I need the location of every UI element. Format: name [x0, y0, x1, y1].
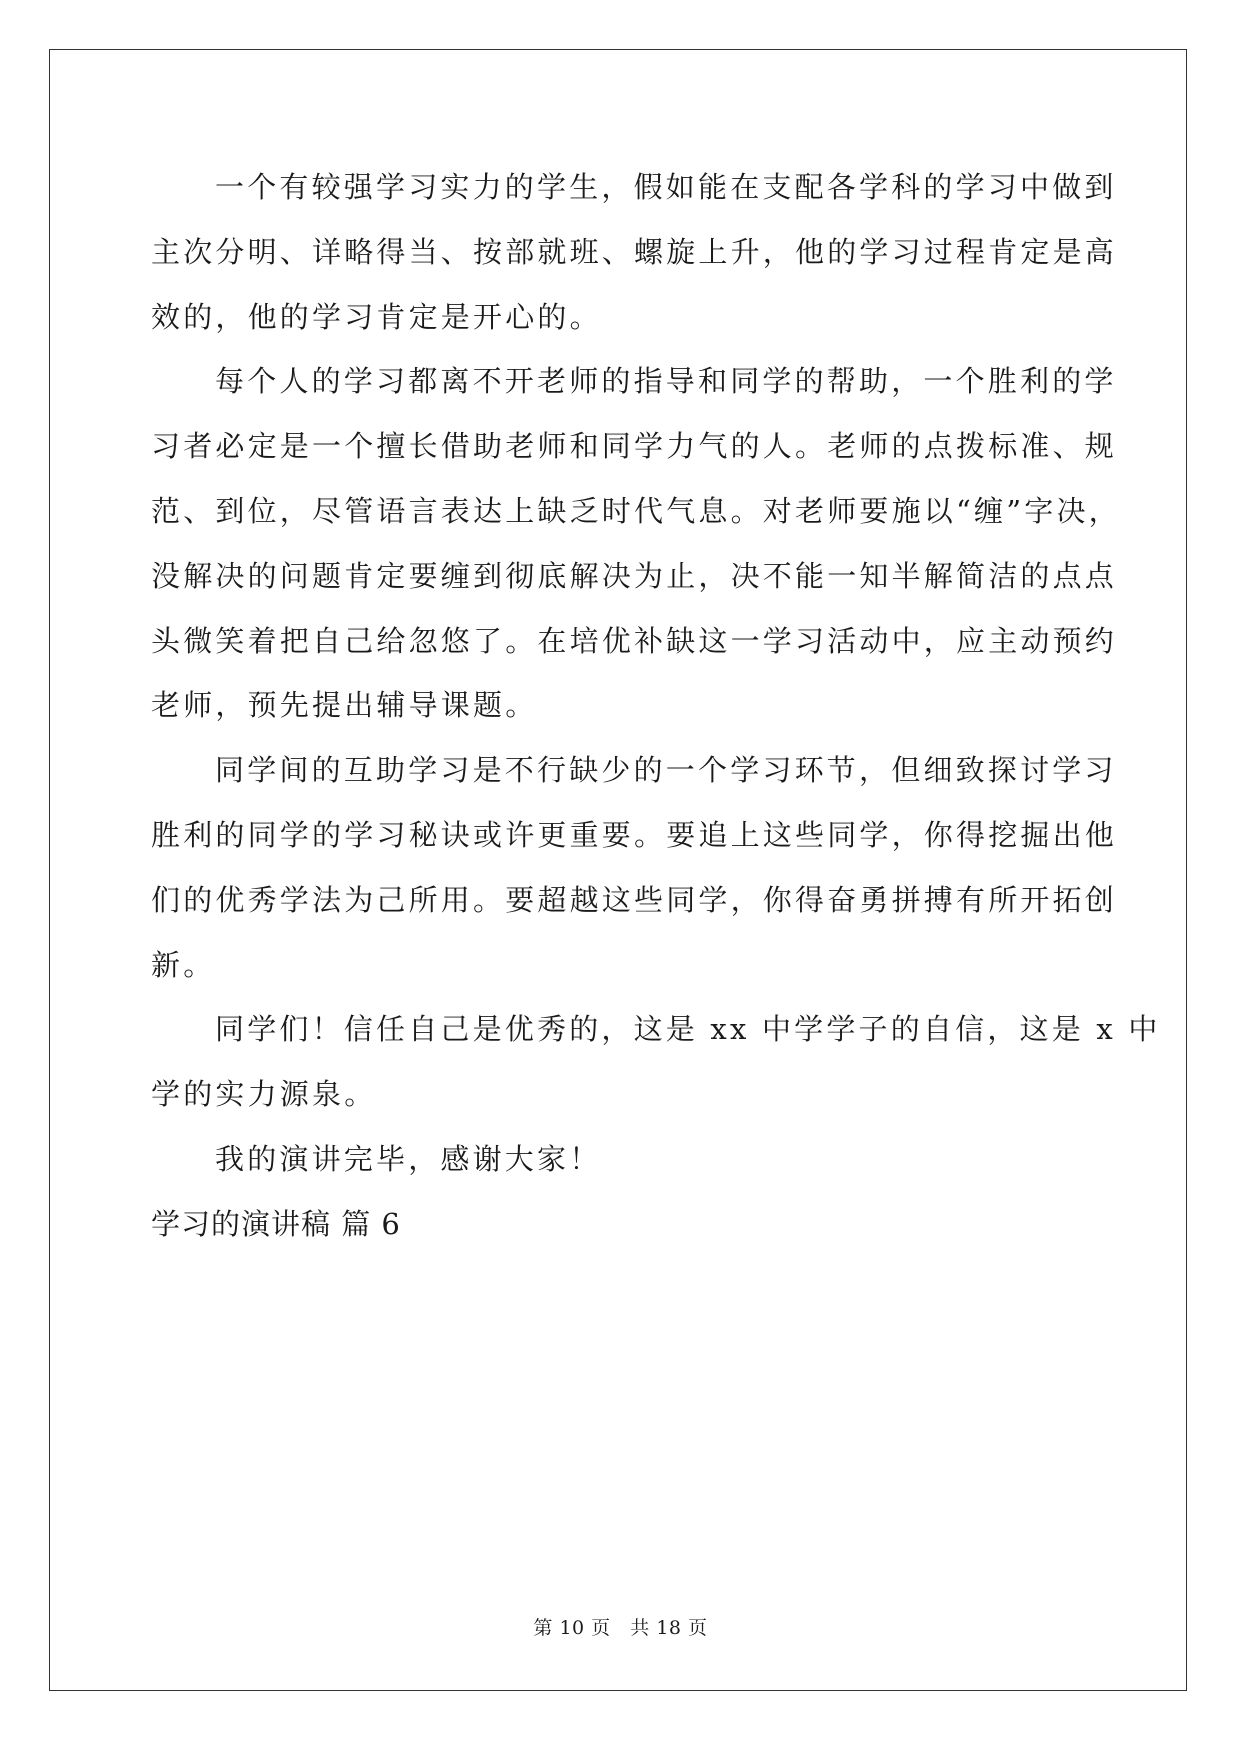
- paragraph-line: 同学们！信任自己是优秀的，这是 xx 中学学子的自信，这是 x 中: [215, 1012, 1161, 1047]
- paragraph-line: 头微笑着把自己给忽悠了。在培优补缺这一学习活动中，应主动预约: [151, 623, 1118, 658]
- paragraph-line: 一个有较强学习实力的学生，假如能在支配各学科的学习中做到: [215, 170, 1117, 204]
- paragraph-line: 新。: [151, 947, 216, 982]
- paragraph-line: 效的，他的学习肯定是开心的。: [151, 299, 602, 334]
- document-body: [151, 155, 1161, 1257]
- paragraph-line: 同学间的互助学习是不行缺少的一个学习环节，但细致探讨学习: [215, 753, 1117, 788]
- paragraph-line: 没解决的问题肯定要缠到彻底解决为止，决不能一知半解简洁的点点: [151, 558, 1118, 593]
- page-number-footer: 第 10 页 共 18 页: [533, 1617, 708, 1639]
- paragraph-line: 胜利的同学的学习秘诀或许更重要。要追上这些同学，你得挖掘出他: [151, 817, 1118, 852]
- paragraph-line: 我的演讲完毕，感谢大家！: [215, 1141, 602, 1176]
- paragraph-line: 们的优秀学法为己所用。要超越这些同学，你得奋勇拼搏有所开拓创: [151, 882, 1118, 917]
- paragraph-line: 主次分明、详略得当、按部就班、螺旋上升，他的学习过程肯定是高: [151, 234, 1118, 269]
- paragraph-line: 每个人的学习都离不开老师的指导和同学的帮助，一个胜利的学: [215, 364, 1117, 399]
- section-heading: 学习的演讲稿 篇 6: [151, 1206, 401, 1241]
- paragraph-5: [151, 1127, 1091, 1192]
- paragraph-line: 范、到位，尽管语言表达上缺乏时代气息。对老师要施以“缠”字决，: [151, 493, 1121, 528]
- paragraph-line: 老师，预先提出辅导课题。: [151, 688, 538, 723]
- paragraph-1: [151, 155, 1118, 349]
- paragraph-3: [151, 738, 1118, 997]
- paragraph-2: [151, 349, 1121, 738]
- paragraph-4: [151, 997, 1161, 1127]
- paragraph-line: 学的实力源泉。: [151, 1077, 377, 1112]
- paragraph-line: 习者必定是一个擅长借助老师和同学力气的人。老师的点拨标准、规: [151, 429, 1118, 464]
